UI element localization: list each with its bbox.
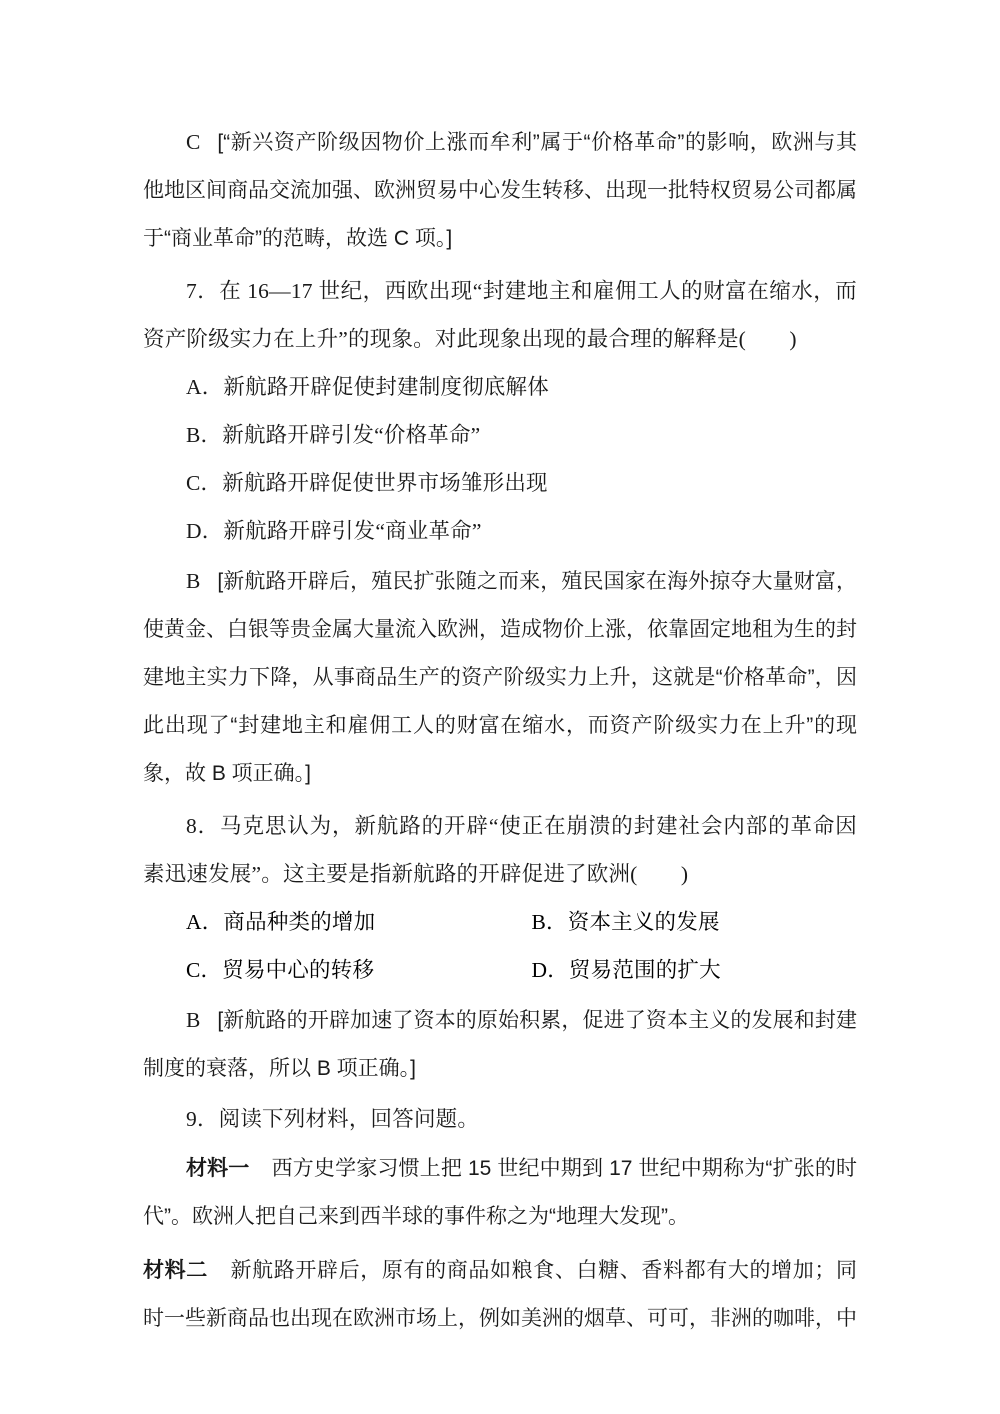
page-content xyxy=(143,118,857,1343)
answer-letter-8: B xyxy=(186,1008,201,1032)
option-8-c[interactable]: C．贸易中心的转移 xyxy=(186,958,375,982)
question-stem-8: 8．马克思认为，新航路的开辟“使正在崩溃的封建社会内部的革命因素迅速发展”。这主要是指新航路的开辟促进了欧洲( ) xyxy=(143,814,857,886)
option-row-8-1 xyxy=(143,898,857,946)
material-one-label: 材料一 xyxy=(186,1157,250,1180)
answer-body-8: [新航路的开辟加速了资本的原始积累，促进了资本主义的发展和封建制度的衰落，所以 B 项正确。] xyxy=(143,1009,857,1080)
option-7-d[interactable]: D．新航路开辟引发“商业革命” xyxy=(186,519,482,543)
option-8-d[interactable]: D．贸易范围的扩大 xyxy=(531,958,721,982)
answer-explanation-8 xyxy=(143,996,857,1093)
option-7-b[interactable]: B．新航路开辟引发“价格革命” xyxy=(186,423,481,447)
question-stem-7: 7．在 16—17 世纪，西欧出现“封建地主和雇佣工人的财富在缩水，而资产阶级实力在上升”的现象。对此现象出现的最合理的解释是( ) xyxy=(143,279,857,351)
answer-body-6: [“新兴资产阶级因物价上涨而牟利”属于“价格革命”的影响，欧洲与其他地区间商品交流加强、欧洲贸易中心发生转移、出现一批特权贸易公司都属于“商业革命”的范畴，故选 C 项。] xyxy=(143,131,857,250)
material-two-label: 材料二 xyxy=(143,1259,208,1282)
option-8-a[interactable]: A．商品种类的增加 xyxy=(186,910,376,934)
material-one xyxy=(143,1145,857,1241)
answer-letter-6: C xyxy=(186,130,201,154)
answer-letter-7: B xyxy=(186,569,201,593)
option-7-c[interactable]: C．新航路开辟促使世界市场雏形出现 xyxy=(186,471,548,495)
material-two-body: 新航路开辟后，原有的商品如粮食、白糖、香料都有大的增加；同时一些新商品也出现在欧洲市场上，例如美洲的烟草、可可，非洲的咖啡，中 xyxy=(143,1259,857,1330)
question-stem-9: 9．阅读下列材料，回答问题。 xyxy=(186,1107,480,1131)
answer-explanation-7 xyxy=(143,557,857,798)
option-row-8-2 xyxy=(143,946,857,994)
material-one-body: 西方史学家习惯上把 15 世纪中期到 17 世纪中期称为“扩张的时代”。欧洲人把自己来到西半球的事件称之为“地理大发现”。 xyxy=(143,1157,858,1228)
option-8-b[interactable]: B．资本主义的发展 xyxy=(531,910,720,934)
option-7-a[interactable]: A．新航路开辟促使封建制度彻底解体 xyxy=(186,375,549,399)
material-two xyxy=(143,1247,857,1343)
answer-body-7: [新航路开辟后，殖民扩张随之而来，殖民国家在海外掠夺大量财富，使黄金、白银等贵金属大量流入欧洲，造成物价上涨，依靠固定地租为生的封建地主实力下降，从事商品生产的资产阶级实力上升，这就是“价格革命”，因此出现了“封建地主和雇佣工人的财富在缩水，而资产阶级实力在上升”的现象，故 B 项正确。] xyxy=(143,570,857,785)
answer-explanation-6 xyxy=(143,118,857,263)
